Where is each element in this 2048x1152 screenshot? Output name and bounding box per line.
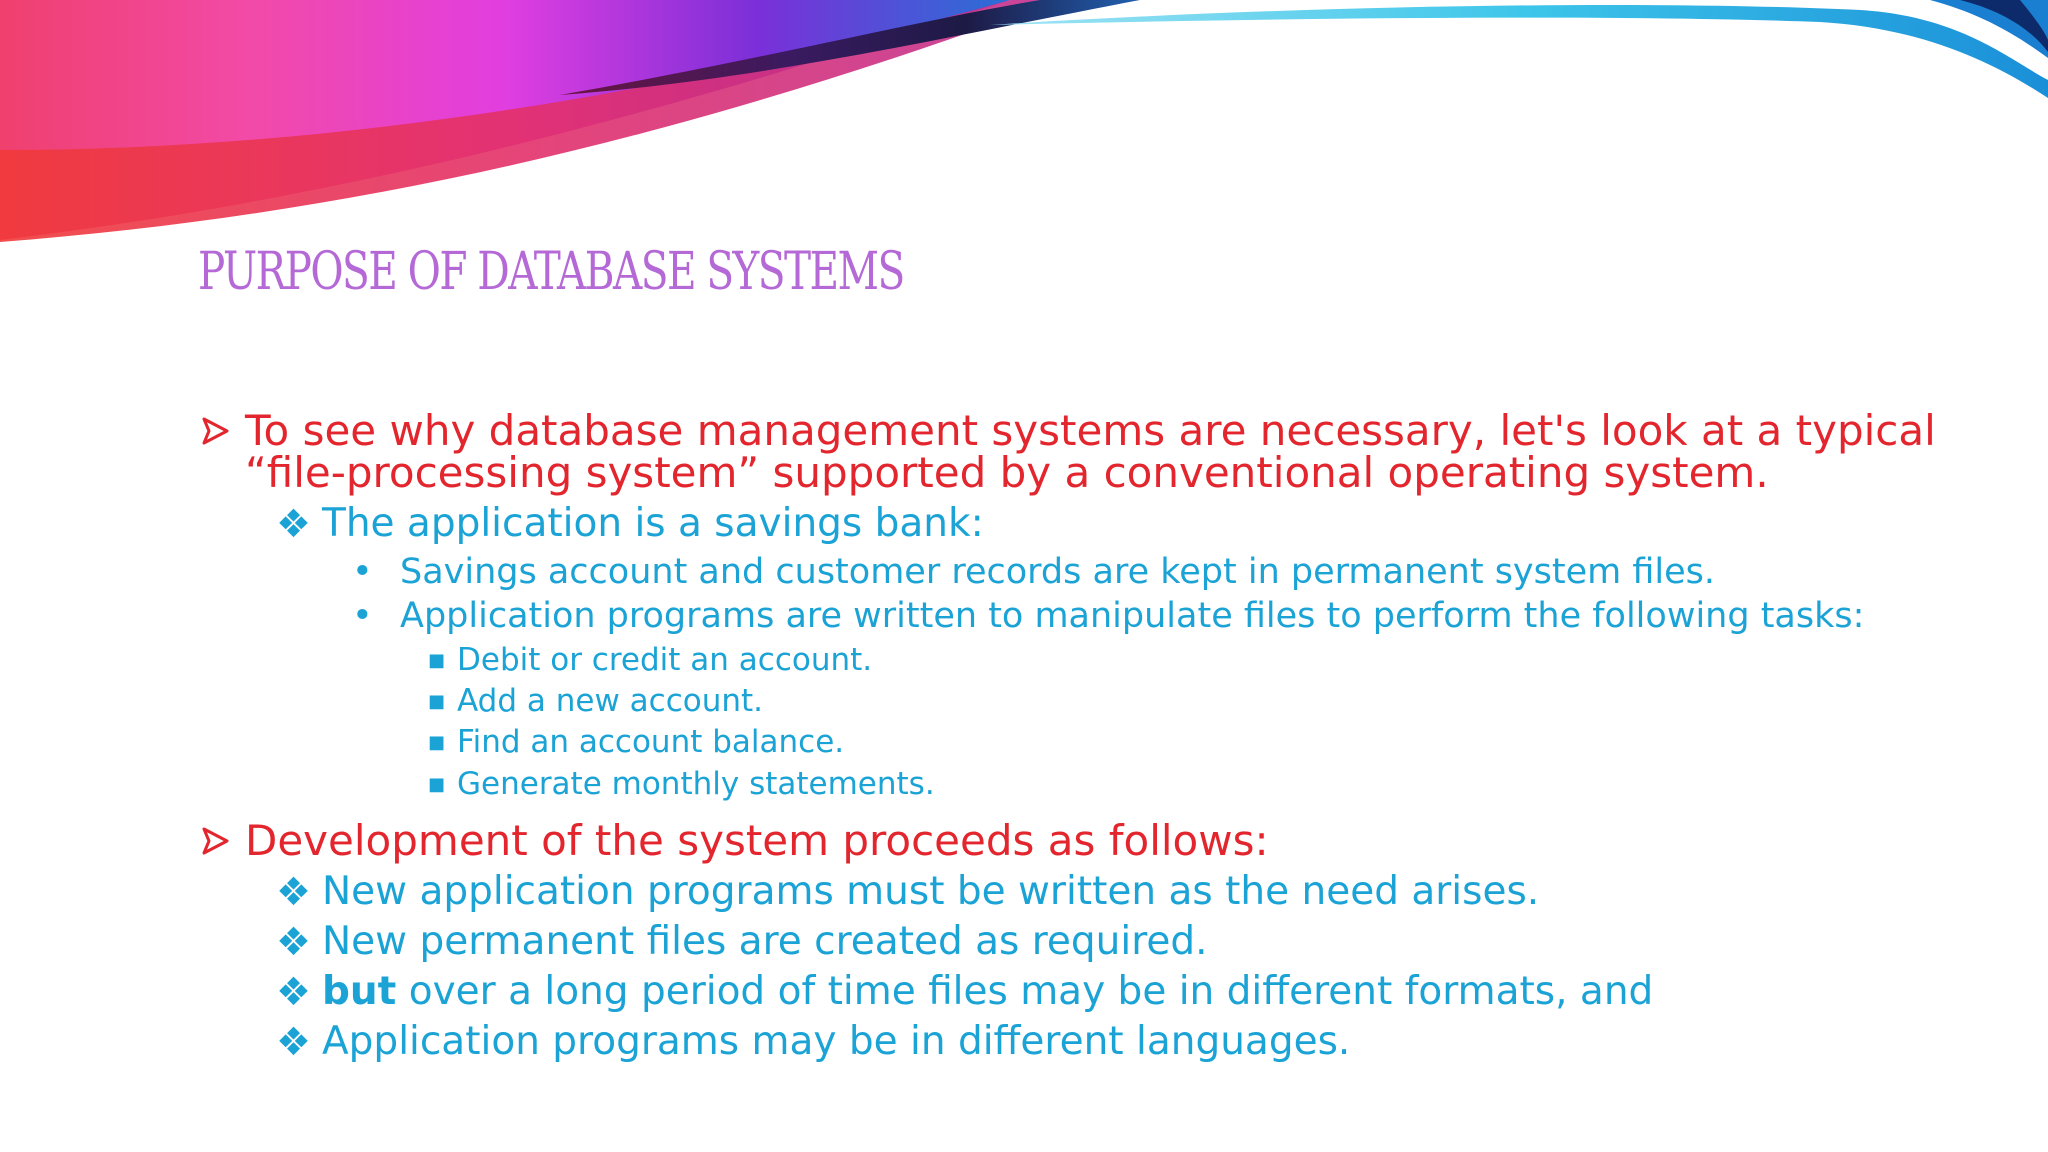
bullet-1-line-1: To see why database management systems are necessary, let's look at a typical — [245, 406, 1936, 455]
item-different-languages: Application programs may be in different languages. — [322, 1019, 1351, 1064]
different-formats-text: over a long period of time files may be in different formats, and — [396, 969, 1654, 1014]
diamond-bullet-icon: ❖ — [276, 870, 311, 915]
task-monthly-statements: Generate monthly statements. — [457, 766, 935, 802]
square-bullet-icon: ■ — [428, 650, 446, 671]
diamond-bullet-icon: ❖ — [276, 920, 311, 965]
sub-bullet-savings-bank: The application is a savings bank: — [322, 501, 984, 546]
task-add-account: Add a new account. — [457, 683, 764, 719]
bullet-1-line-2: “file-processing system” supported by a conventional operating system. — [245, 448, 1769, 497]
dot-bullet-icon: • — [352, 596, 373, 636]
item-new-files: New permanent files are created as required. — [322, 919, 1208, 964]
task-find-balance: Find an account balance. — [457, 724, 845, 760]
diamond-bullet-icon: ❖ — [276, 1020, 311, 1065]
task-debit-credit: Debit or credit an account. — [457, 642, 873, 678]
bullet-2-text: Development of the system proceeds as follows: — [245, 816, 1269, 865]
square-bullet-icon: ■ — [428, 732, 446, 753]
arrow-bullet-icon — [200, 826, 230, 856]
bold-but: but — [322, 969, 397, 1014]
item-new-programs: New application programs must be written as the need arises. — [322, 869, 1540, 914]
dot-bullet-icon: • — [352, 552, 373, 592]
square-bullet-icon: ■ — [428, 691, 446, 712]
diamond-bullet-icon: ❖ — [276, 970, 311, 1015]
item-different-formats — [322, 969, 1654, 1014]
square-bullet-icon: ■ — [428, 774, 446, 795]
diamond-bullet-icon: ❖ — [276, 502, 311, 547]
item-savings-records: Savings account and customer records are kept in permanent system files. — [400, 552, 1716, 592]
item-application-programs: Application programs are written to manipulate files to perform the following tasks: — [400, 596, 1865, 636]
arrow-bullet-icon — [200, 416, 230, 446]
slide-title: PURPOSE OF DATABASE SYSTEMS — [198, 242, 904, 302]
